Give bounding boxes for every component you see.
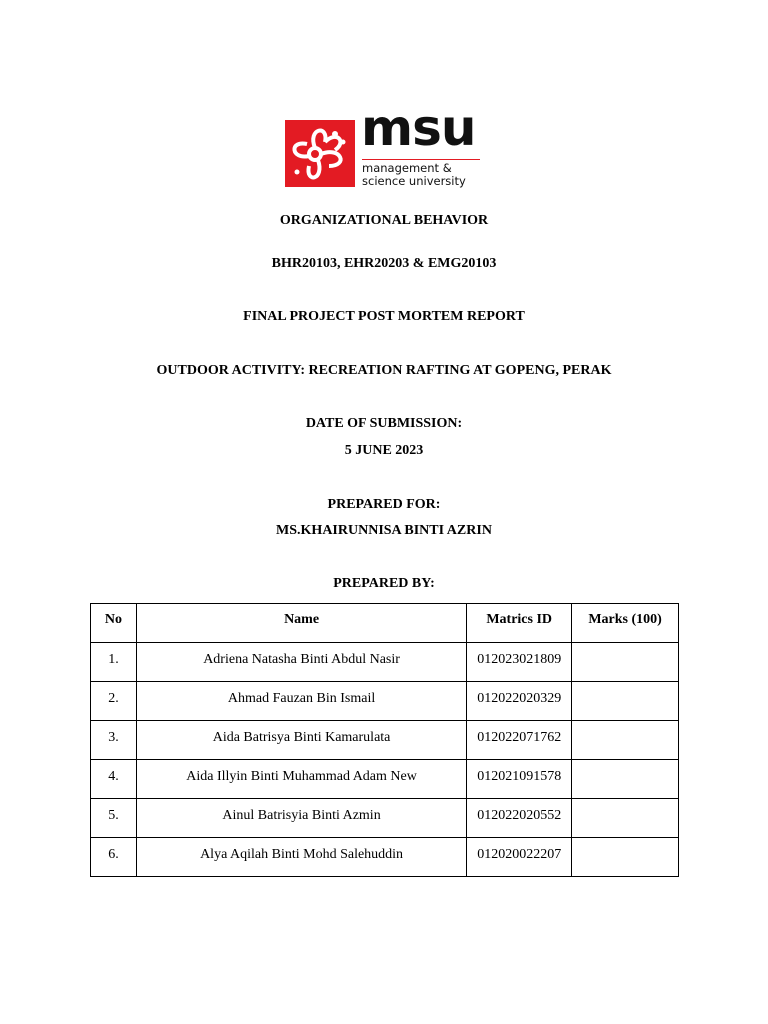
row-marks (572, 838, 679, 877)
members-table (90, 603, 679, 877)
logo-subtitle (362, 162, 466, 188)
table-row (91, 799, 679, 838)
table-row (91, 721, 679, 760)
row-name: Aida Illyin Binti Muhammad Adam New (136, 760, 466, 799)
course-codes: BHR20103, EHR20203 & EMG20103 (271, 256, 497, 271)
logo-rule (362, 159, 480, 160)
row-matrics-id: 012022071762 (467, 721, 572, 760)
row-name: Ahmad Fauzan Bin Ismail (136, 682, 466, 721)
row-name: Aida Batrisya Binti Kamarulata (136, 721, 466, 760)
logo-wordmark: msu (361, 99, 476, 157)
row-name: Ainul Batrisyia Binti Azmin (136, 799, 466, 838)
hibiscus-flower-icon (285, 120, 355, 187)
table-row (91, 760, 679, 799)
row-marks (572, 643, 679, 682)
header-matrics-id: Matrics ID (467, 604, 572, 643)
table-row (91, 682, 679, 721)
row-name: Alya Aqilah Binti Mohd Salehuddin (136, 838, 466, 877)
row-no: 3. (91, 721, 137, 760)
row-matrics-id: 012021091578 (467, 760, 572, 799)
lecturer-name: MS.KHAIRUNNISA BINTI AZRIN (276, 523, 492, 538)
row-no: 2. (91, 682, 137, 721)
row-marks (572, 682, 679, 721)
prepared-by-label: PREPARED BY: (333, 576, 435, 591)
table-header-row (91, 604, 679, 643)
row-matrics-id: 012023021809 (467, 643, 572, 682)
row-marks (572, 760, 679, 799)
row-no: 4. (91, 760, 137, 799)
header-name: Name (136, 604, 466, 643)
row-matrics-id: 012022020552 (467, 799, 572, 838)
activity-title: OUTDOOR ACTIVITY: RECREATION RAFTING AT GOPENG, PERAK (156, 363, 612, 378)
header-marks: Marks (100) (572, 604, 679, 643)
row-marks (572, 799, 679, 838)
course-title: ORGANIZATIONAL BEHAVIOR (279, 213, 489, 228)
table-row (91, 643, 679, 682)
logo-subtitle-line2: science university (362, 174, 466, 188)
report-title: FINAL PROJECT POST MORTEM REPORT (243, 309, 525, 324)
row-matrics-id: 012022020329 (467, 682, 572, 721)
submission-label: DATE OF SUBMISSION: (305, 416, 463, 431)
row-no: 1. (91, 643, 137, 682)
header-no: No (91, 604, 137, 643)
row-no: 5. (91, 799, 137, 838)
row-no: 6. (91, 838, 137, 877)
row-matrics-id: 012020022207 (467, 838, 572, 877)
logo-subtitle-line1: management & (362, 161, 452, 175)
table-row (91, 838, 679, 877)
row-marks (572, 721, 679, 760)
row-name: Adriena Natasha Binti Abdul Nasir (136, 643, 466, 682)
msu-logo (285, 99, 485, 191)
submission-date: 5 JUNE 2023 (344, 443, 424, 458)
prepared-for-label: PREPARED FOR: (327, 497, 441, 512)
